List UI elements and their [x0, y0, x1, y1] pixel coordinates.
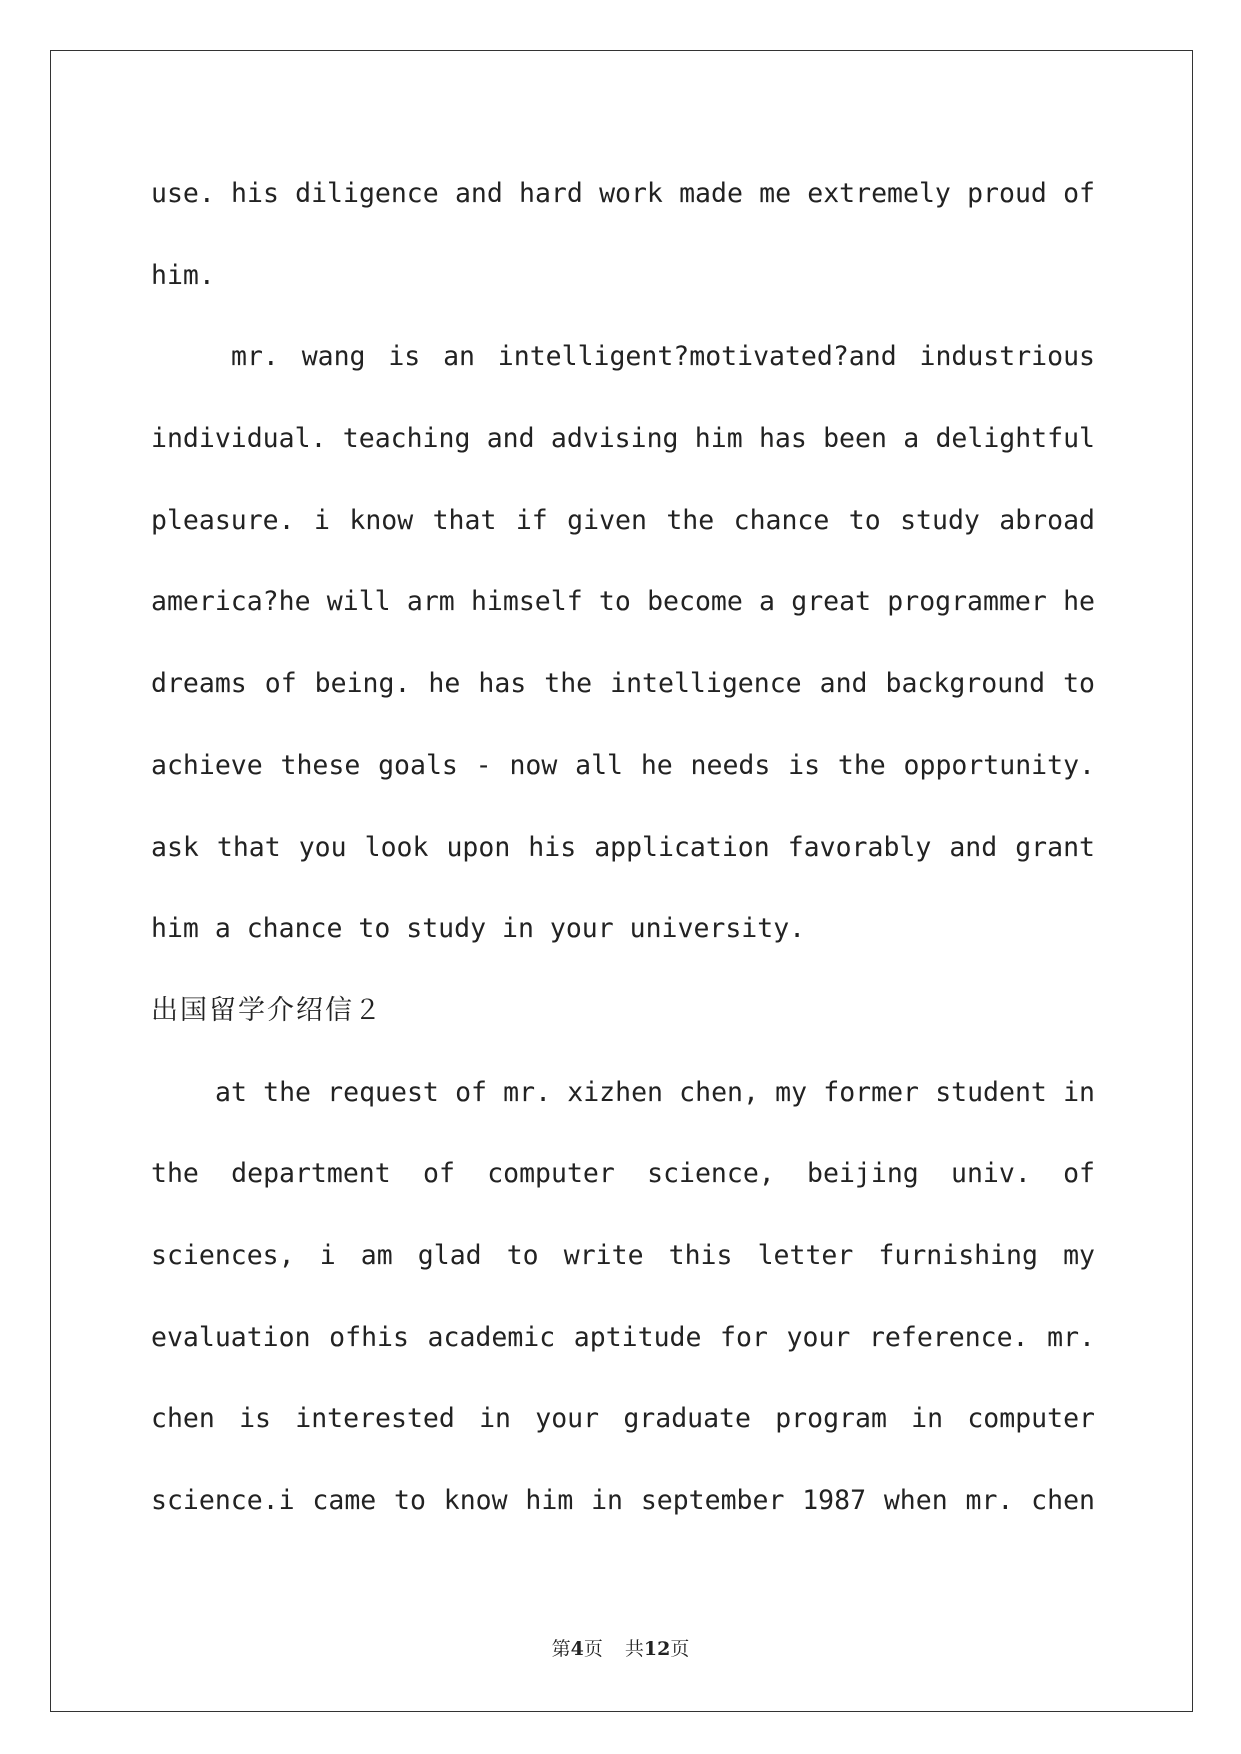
body-line-3: mr. wang is an intelligent?motivated?and industrious	[231, 341, 1095, 373]
document-body	[151, 153, 1095, 1542]
footer-page-suffix: 页	[583, 1638, 603, 1660]
footer-total-suffix: 页	[670, 1638, 690, 1660]
footer-total-prefix: 共	[624, 1638, 644, 1660]
body-line-17: science.i came to know him in september 1987 when mr. chen	[151, 1485, 1095, 1516]
body-line-13: the department of computer science, beijing univ. of	[151, 1158, 1095, 1190]
footer-total-pages: 12	[643, 1638, 671, 1660]
footer-page-number: 4	[570, 1638, 584, 1660]
body-line-2: him.	[151, 259, 215, 291]
body-line-12: at the request of mr. xizhen chen, my former student in	[215, 1076, 1095, 1108]
body-line-10: him a chance to study in your university.	[151, 913, 806, 945]
body-line-5: pleasure. i know that if given the chance to study abroad	[151, 504, 1095, 536]
page-footer	[0, 1634, 1241, 1661]
section-heading: 出国留学介绍信２	[151, 994, 383, 1026]
body-line-14: sciences, i am glad to write this letter furnishing my	[151, 1239, 1095, 1271]
body-line-7: dreams of being. he has the intelligence and background to	[151, 668, 1095, 700]
footer-page-prefix: 第	[551, 1638, 571, 1660]
body-line-16: chen is interested in your graduate program in computer	[151, 1403, 1095, 1435]
body-line-4: individual. teaching and advising him has been a delightful	[151, 423, 1095, 455]
body-line-15: evaluation ofhis academic aptitude for your reference. mr.	[151, 1321, 1095, 1353]
body-line-8: achieve these goals - now all he needs is the opportunity.	[151, 749, 1095, 781]
body-line-9: ask that you look upon his application favorably and grant	[151, 831, 1095, 863]
body-line-1: use. his diligence and hard work made me extremely proud of	[151, 178, 1095, 209]
body-line-6: america?he will arm himself to become a great programmer he	[151, 586, 1095, 618]
